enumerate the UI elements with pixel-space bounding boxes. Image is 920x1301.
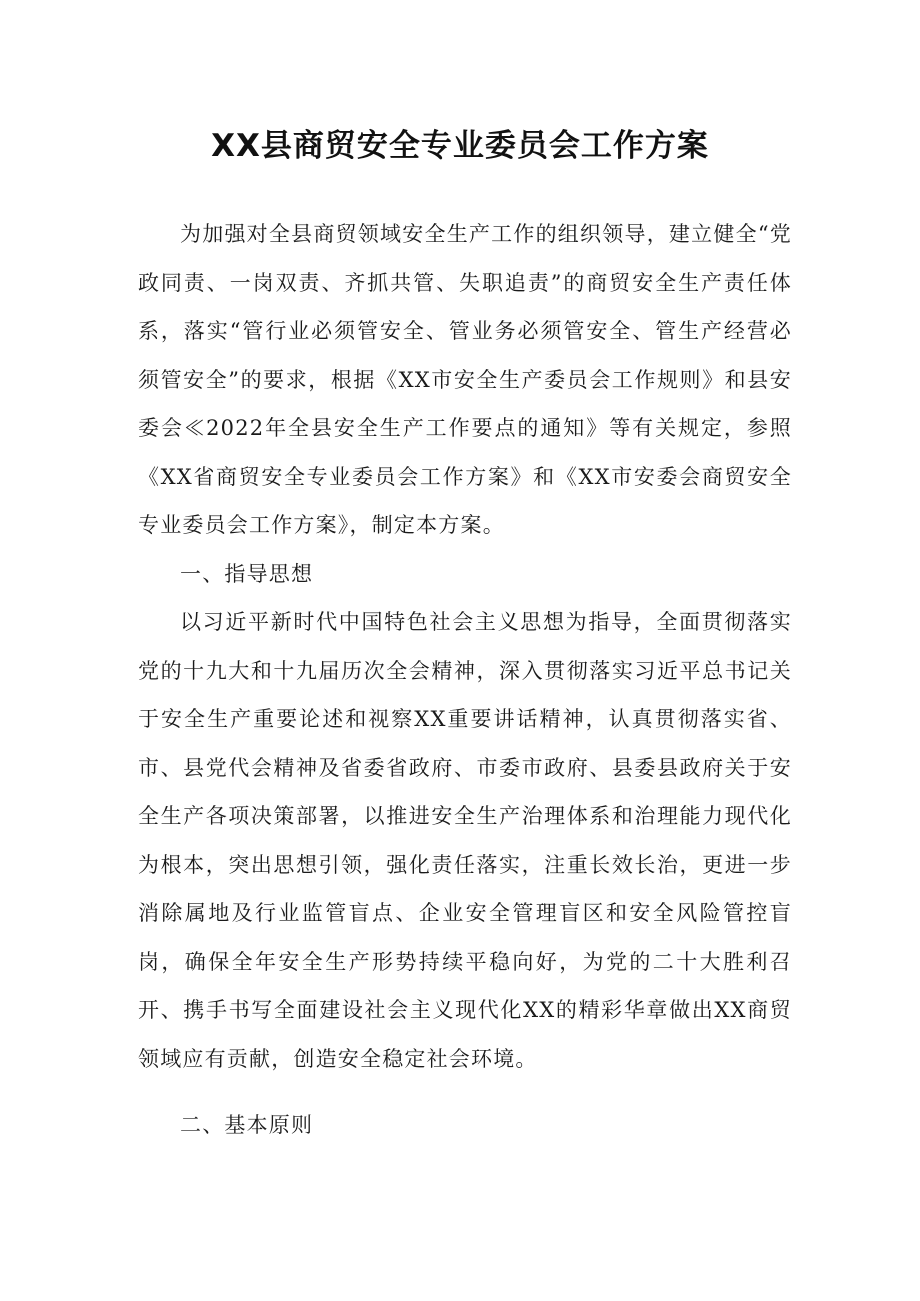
intro-paragraph: 为加强对全县商贸领域安全生产工作的组织领导，建立健全“党政同责、一岗双责、齐抓共管、失职追责”的商贸安全生产责任体系，落实“管行业必须管安全、管业务必须管安全、管生产经营必须管安全”的要求，根据《XX市安全生产委员会工作规则》和县安委会≪2022年全县安全生产工作要点的通知》等有关规定，参照《XX省商贸安全专业委员会工作方案》和《XX市安委会商贸安全专业委员会工作方案》，制定本方案。 xyxy=(138,222,792,537)
document-body xyxy=(138,210,792,1150)
guiding-ideology-paragraph: 以习近平新时代中国特色社会主义思想为指导，全面贯彻落实党的十九大和十九届历次全会精神，深入贯彻落实习近平总书记关于安全生产重要论述和视察XX重要讲话精神，认真贯彻落实省、市、县党代会精神及省委省政府、市委市政府、县委县政府关于安全生产各项决策部署，以推进安全生产治理体系和治理能力现代化为根本，突出思想引领，强化责任落实，注重长效长治，更进一步消除属地及行业监管盲点、企业安全管理盲区和安全风险管控盲岗，确保全年安全生产形势持续平稳向好，为党的二十大胜利召开、携手书写全面建设社会主义现代化XX的精彩华章做出XX商贸领域应有贡献，创造安全稳定社会环境。 xyxy=(138,610,792,1071)
section-heading-basic-principles: 二、基本原则 xyxy=(180,1113,314,1137)
section-heading-guiding-ideology: 一、指导思想 xyxy=(180,561,314,586)
document-title: XX县商贸安全专业委员会工作方案 xyxy=(211,128,709,164)
